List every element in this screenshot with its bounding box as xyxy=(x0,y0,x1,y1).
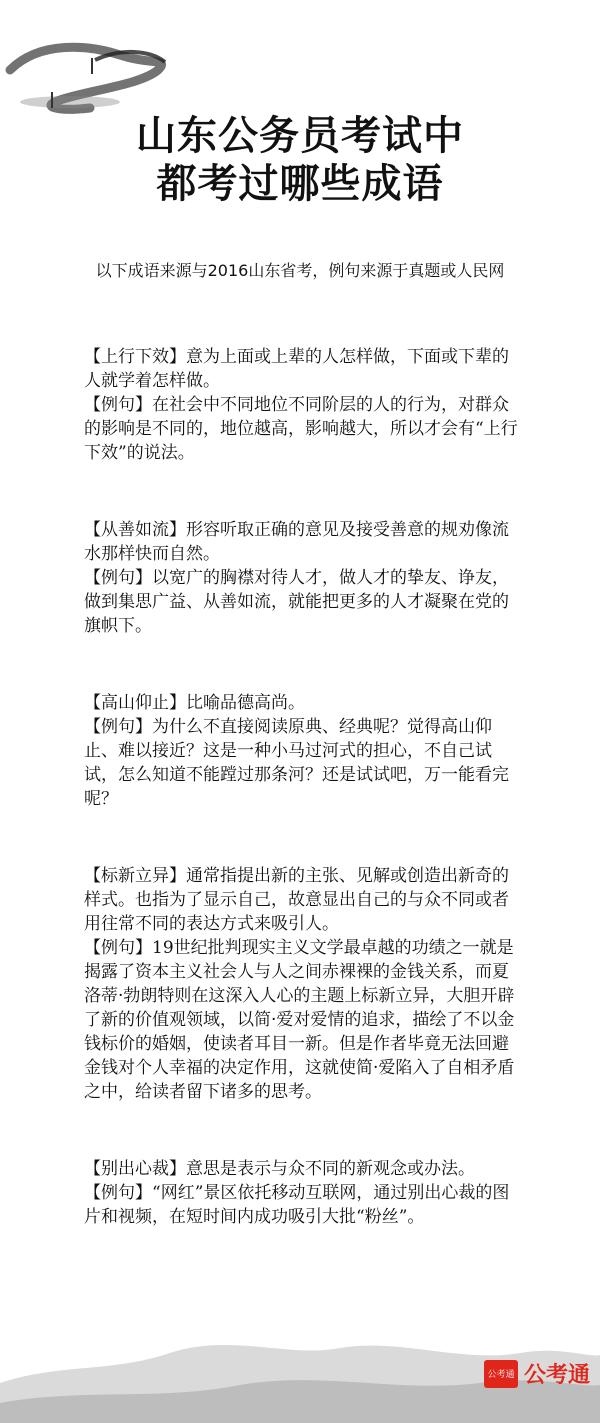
idiom-definition: 【上行下效】意为上面或上辈的人怎样做，下面或下辈的人就学着怎样做。 xyxy=(84,347,509,391)
idiom-entry xyxy=(84,345,524,465)
brand-logo xyxy=(484,1358,590,1389)
idiom-example: 【例句】以宽广的胸襟对待人才，做人才的挚友、诤友，做到集思广益、从善如流，就能把更多的人才凝聚在党的旗帜下。 xyxy=(84,568,509,636)
title-line-2: 都考过哪些成语 xyxy=(156,160,444,207)
idiom-definition: 【标新立异】通常指提出新的主张、见解或创造出新奇的样式。也指为了显示自己，故意显出自己的与众不同或者用往常不同的表达方式来吸引人。 xyxy=(84,866,509,934)
idiom-definition: 【从善如流】形容听取正确的意见及接受善意的规劝像流水那样快而自然。 xyxy=(84,520,509,564)
idiom-example: 【例句】为什么不直接阅读原典、经典呢？觉得高山仰止、难以接近？这是一种小马过河式的担心，不自己试试，怎么知道不能蹚过那条河？还是试试吧，万一能看完呢？ xyxy=(84,717,509,809)
idiom-example: 【例句】19世纪批判现实主义文学最卓越的功绩之一就是揭露了资本主义社会人与人之间赤裸裸的金钱关系，而夏洛蒂·勃朗特则在这深入人心的主题上标新立异，大胆开辟了新的价值观领域，以简·爱对爱情的追求，描绘了不以金钱标价的婚姻，使读者耳目一新。但是作者毕竟无法回避金钱对个人幸福的决定作用，这就使简·爱陷入了自相矛盾之中，给读者留下诸多的思考。 xyxy=(84,938,515,1102)
idiom-entry xyxy=(84,1157,524,1229)
idiom-entry xyxy=(84,864,524,1104)
idiom-example: 【例句】在社会中不同地位不同阶层的人的行为，对群众的影响是不同的，地位越高，影响越大，所以才会有“上行下效”的说法。 xyxy=(84,395,518,463)
idiom-list xyxy=(84,345,524,1282)
idiom-definition: 【别出心裁】意思是表示与众不同的新观念或办法。 xyxy=(84,1159,475,1179)
subtitle: 以下成语来源与2016山东省考，例句来源于真题或人民网 xyxy=(95,261,505,280)
idiom-entry xyxy=(84,691,524,811)
title-line-1: 山东公务员考试中 xyxy=(136,112,464,159)
logo-badge-icon: 公考通 xyxy=(484,1360,518,1388)
idiom-example: 【例句】“网红”景区依托移动互联网，通过别出心裁的图片和视频，在短时间内成功吸引大批“粉丝”。 xyxy=(84,1183,510,1227)
idiom-definition: 【高山仰止】比喻品德高尚。 xyxy=(84,693,305,713)
logo-text: 公考通 xyxy=(523,1363,590,1388)
page-title xyxy=(0,112,600,208)
idiom-entry xyxy=(84,518,524,638)
